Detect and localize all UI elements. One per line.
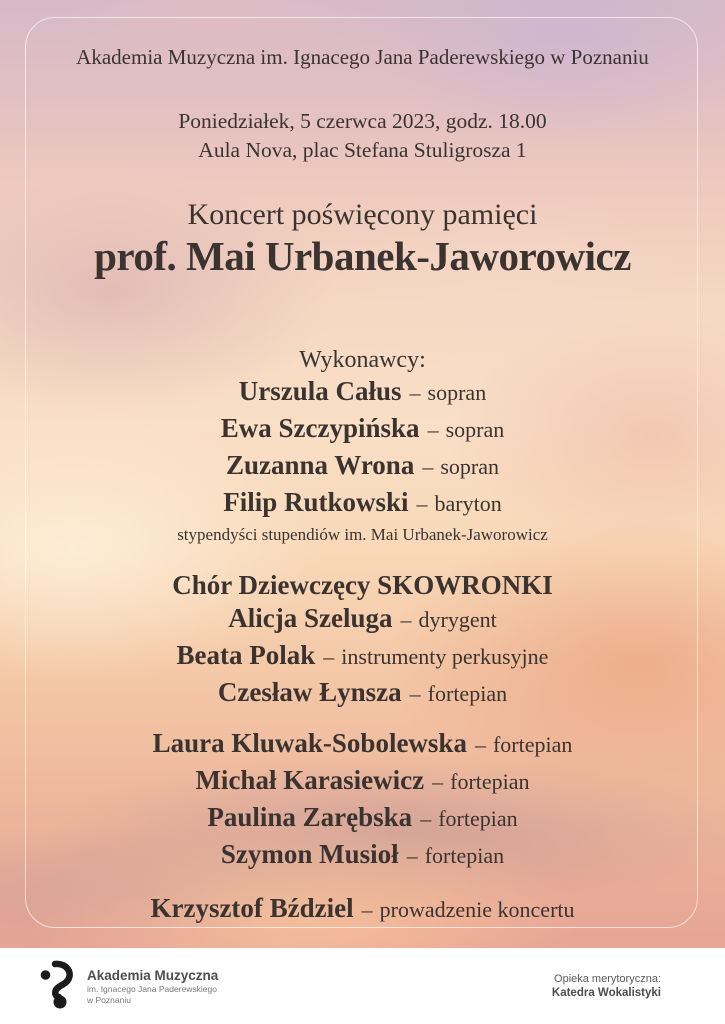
concert-title: prof. Mai Urbanek-Jaworowicz	[94, 233, 631, 279]
performer-role: baryton	[434, 491, 502, 516]
footer-bar	[0, 948, 725, 1024]
performer-name: Alicja Szeluga	[228, 603, 393, 633]
academy-name: Akademia Muzyczna	[87, 968, 219, 983]
performer-line	[0, 486, 725, 523]
performer-role: sopran	[427, 380, 487, 405]
performer-line	[0, 676, 725, 713]
performer-role: sopran	[445, 417, 505, 442]
performer-name: Ewa Szczypińska	[220, 413, 420, 443]
dash-separator: –	[416, 491, 428, 516]
dash-separator: –	[420, 806, 432, 831]
performer-name: Szymon Musioł	[220, 839, 399, 869]
performer-name: Zuzanna Wrona	[226, 450, 415, 480]
performer-line	[0, 412, 725, 449]
performer-line	[0, 838, 725, 875]
performer-role: fortepian	[492, 732, 573, 757]
dash-separator: –	[409, 380, 421, 405]
performers-heading: Wykonawcy:	[299, 347, 426, 373]
credit-value: Katedra Wokalistyki	[551, 987, 661, 999]
performer-role: fortepian	[424, 843, 505, 868]
choir-group	[0, 568, 725, 713]
performer-name: Beata Polak	[176, 640, 316, 670]
performer-role: fortepian	[438, 806, 518, 831]
choir-members	[0, 602, 725, 713]
host-role: prowadzenie koncertu	[379, 897, 575, 922]
performer-name: Urszula Całus	[238, 376, 402, 406]
institution-line: Akademia Muzyczna im. Ignacego Jana Paderewskiego w Poznaniu	[76, 45, 649, 69]
curator-credit	[552, 972, 661, 1000]
academy-clef-logo-icon	[40, 963, 74, 1009]
dash-separator: –	[409, 681, 421, 706]
performer-name: Laura Kluwak-Sobolewska	[152, 728, 467, 758]
venue-line: Aula Nova, plac Stefana Stuligrosza 1	[198, 138, 527, 162]
performer-line	[0, 801, 725, 838]
credit-label: Opieka merytoryczna:	[554, 973, 661, 985]
host-line	[0, 891, 725, 930]
performer-name: Paulina Zarębska	[207, 802, 413, 832]
performer-role: sopran	[440, 454, 499, 479]
performer-line	[0, 602, 725, 639]
soloists-group	[0, 375, 725, 546]
choir-name: Chór Dziewczęcy SKOWRONKI	[172, 570, 553, 600]
date-line: Poniedziałek, 5 czerwca 2023, godz. 18.00	[178, 109, 547, 133]
performer-line	[0, 375, 725, 412]
performer-line	[0, 764, 725, 801]
dash-separator: –	[406, 843, 418, 868]
dash-separator: –	[361, 897, 373, 922]
academy-city: w Poznaniu	[87, 994, 131, 1005]
dash-separator: –	[474, 732, 486, 757]
host-name: Krzysztof Bździel	[150, 893, 354, 923]
performer-role: instrumenty perkusyjne	[341, 644, 549, 669]
performer-role: fortepian	[450, 769, 530, 794]
performer-line	[0, 727, 725, 764]
dash-separator: –	[400, 607, 412, 632]
dash-separator: –	[323, 644, 335, 669]
academy-brand	[40, 963, 218, 1009]
performer-role: fortepian	[427, 681, 508, 706]
performer-name: Filip Rutkowski	[223, 487, 409, 517]
pianists-group	[0, 727, 725, 875]
concert-subtitle: Koncert poświęcony pamięci	[187, 198, 538, 231]
dash-separator: –	[427, 417, 439, 442]
date-venue-block	[0, 107, 725, 165]
academy-brand-text	[87, 967, 218, 1005]
soloists-scholarship-note: stypendyści stupendiów im. Mai Urbanek-Jaworowicz	[177, 525, 548, 544]
performer-line	[0, 639, 725, 676]
performer-name: Michał Karasiewicz	[195, 765, 425, 795]
academy-patron: im. Ignacego Jana Paderewskiego	[87, 984, 217, 994]
performer-line	[0, 449, 725, 486]
performer-role: dyrygent	[418, 607, 497, 632]
dash-separator: –	[432, 769, 444, 794]
performer-name: Czesław Łynsza	[217, 677, 402, 707]
dash-separator: –	[422, 454, 434, 479]
